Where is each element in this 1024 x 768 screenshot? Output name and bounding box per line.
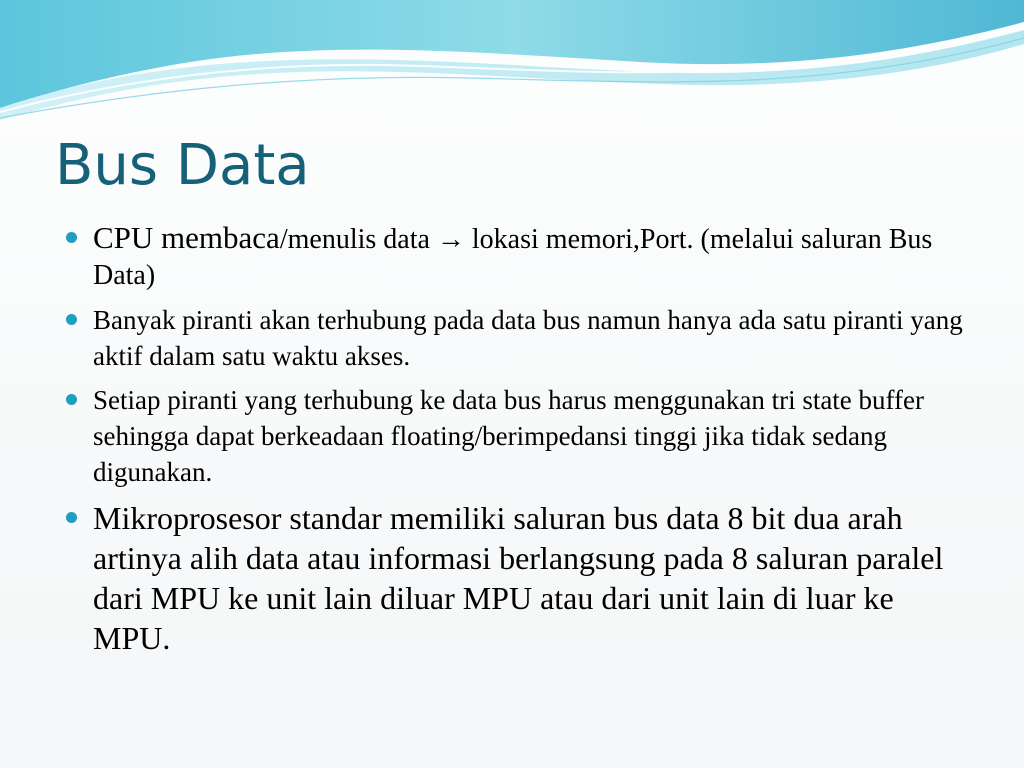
bullet-text: Setiap piranti yang terhubung ke data bus harus menggunakan tri state buffer sehingga dapat berkeadaan floating/berimpedansi tinggi jika tidak sedang digunakan.	[93, 385, 925, 487]
bullet-dot-icon	[66, 232, 77, 243]
bullet-text: /menulis data → lokasi memori,Port. (melalui saluran Bus Data)	[93, 224, 933, 291]
bullet-item	[66, 302, 966, 374]
bullet-text: Mikroprosesor standar memiliki saluran bus data 8 bit dua arah artinya alih data atau informasi berlangsung pada 8 saluran paralel dari MPU ke unit lain diluar MPU atau dari unit lain di luar ke MPU.	[93, 500, 944, 656]
bullet-dot-icon	[66, 394, 77, 405]
bullet-item	[66, 498, 966, 658]
bullet-dot-icon	[66, 512, 77, 523]
bullet-text: Banyak piranti akan terhubung pada data bus namun hanya ada satu piranti yang aktif dalam satu waktu akses.	[93, 305, 963, 371]
slide-title: Bus Data	[55, 133, 310, 198]
header-wave-decoration	[0, 0, 1024, 130]
bullet-item	[66, 220, 966, 294]
bullet-dot-icon	[66, 314, 77, 325]
bullet-item	[66, 382, 966, 490]
bullet-list	[66, 220, 966, 664]
bullet-lead-text: CPU membaca	[93, 220, 280, 255]
